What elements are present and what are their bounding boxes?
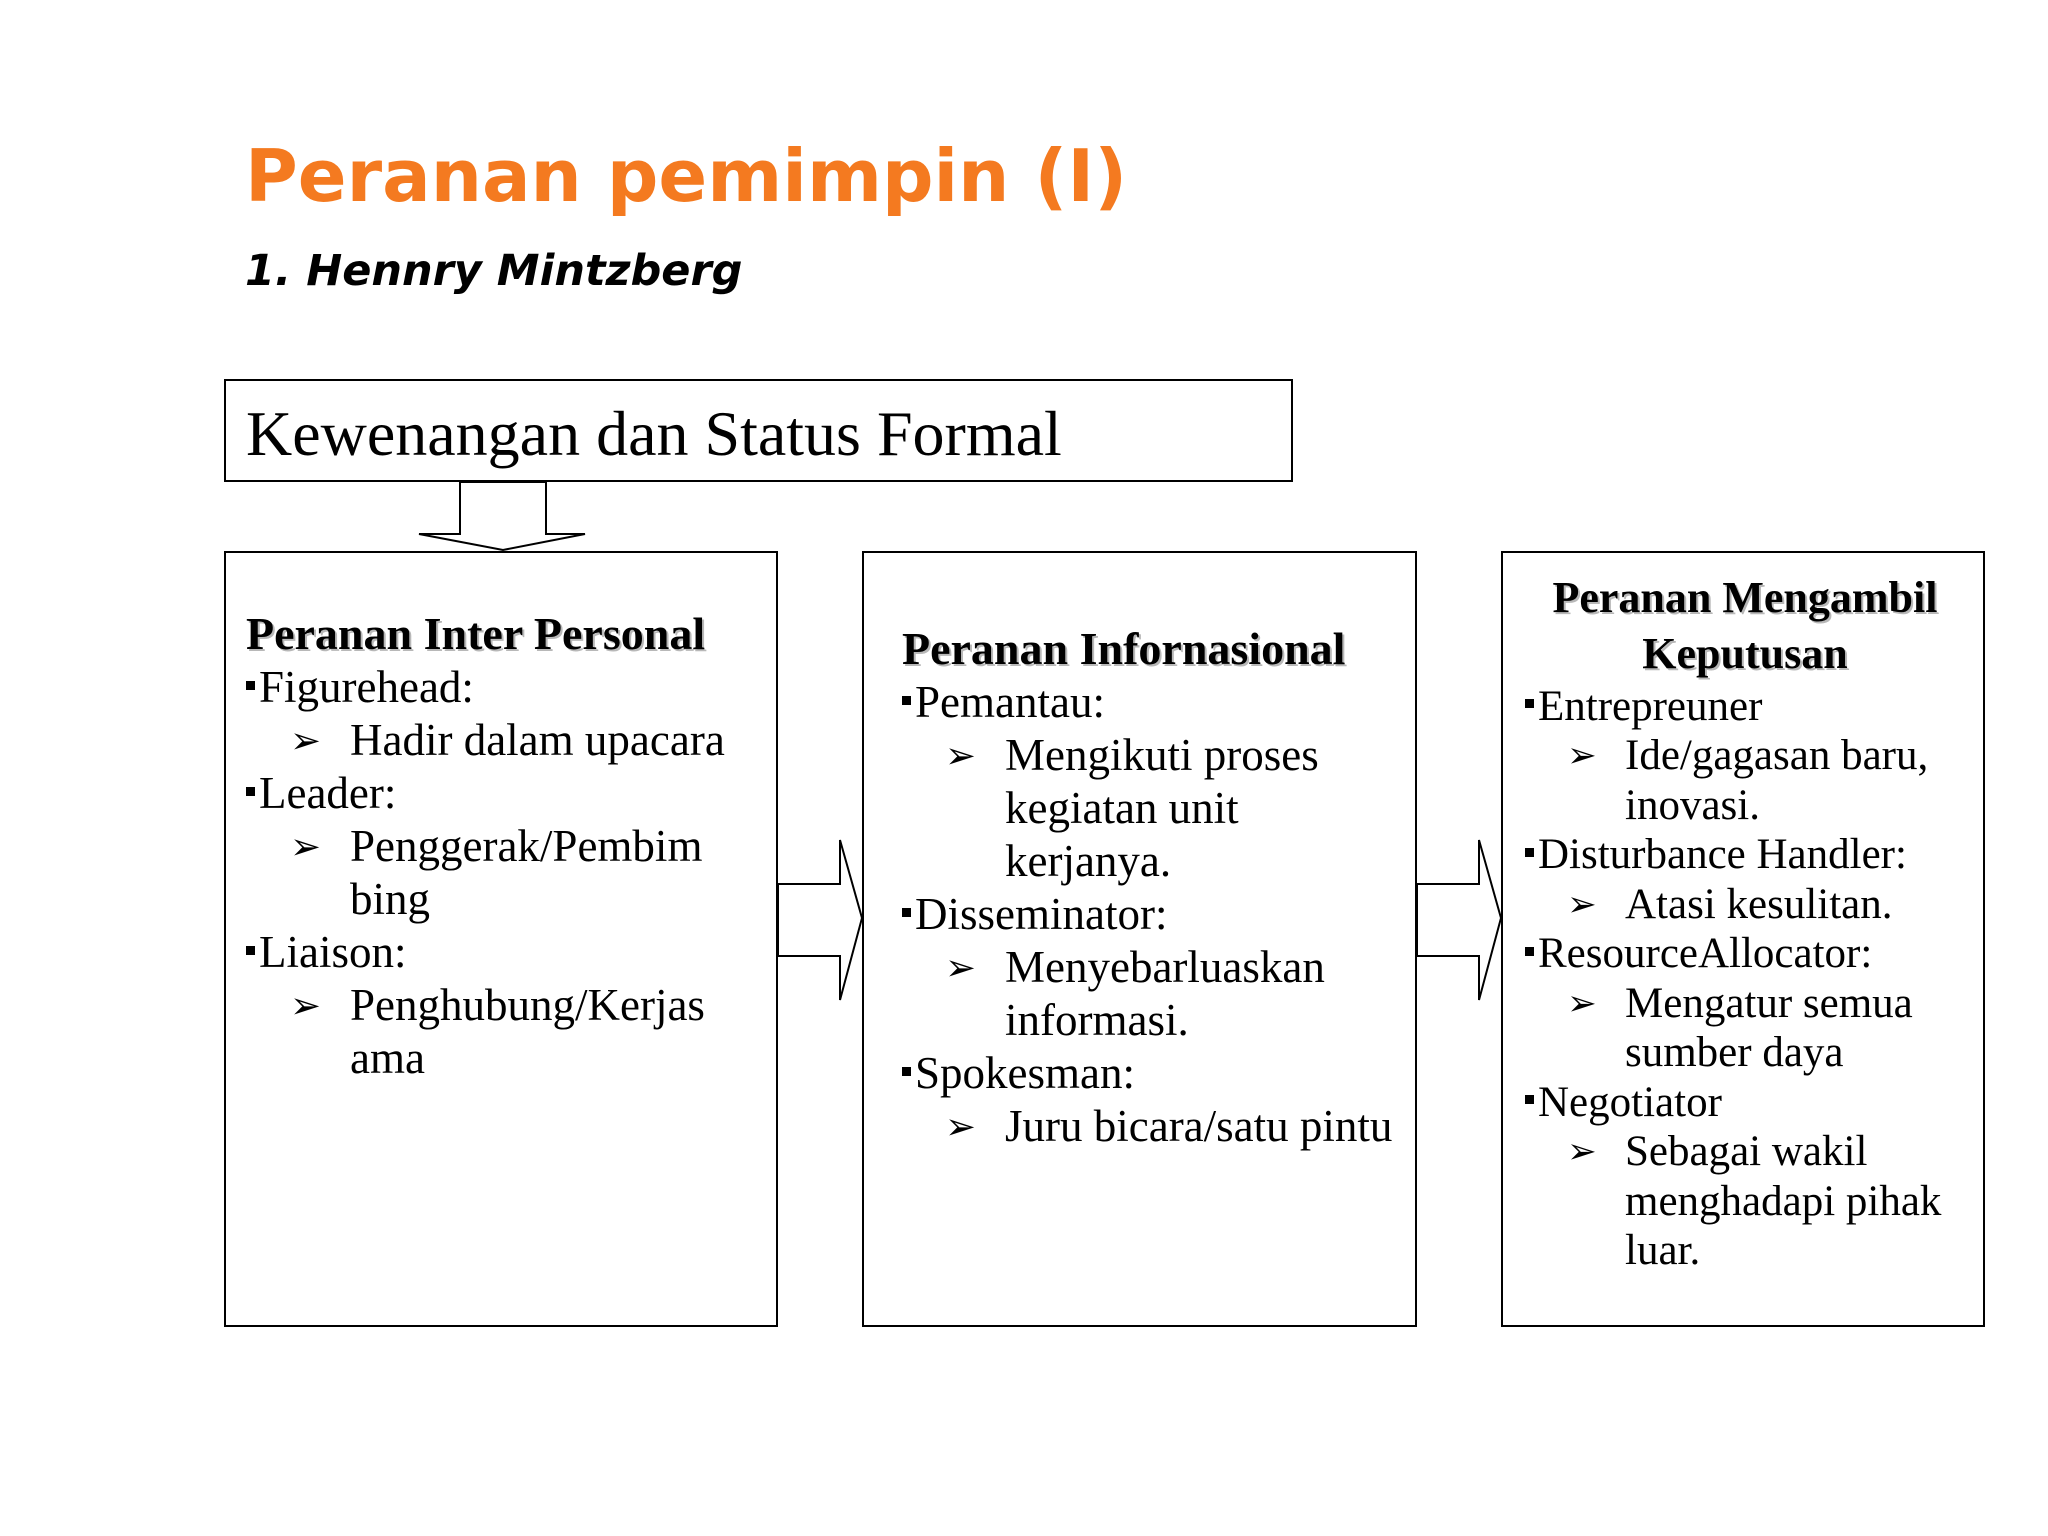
role-item-label: Leader:: [259, 767, 397, 818]
role-item-label: Entrepreuner: [1538, 682, 1763, 730]
square-bullet-icon: [902, 908, 911, 917]
role-item-label: Liaison:: [259, 926, 407, 977]
role-heading: Peranan Mengambil Keputusan: [1552, 573, 1938, 678]
slide-title: Peranan pemimpin (I): [245, 134, 1128, 218]
role-heading: Peranan Infornasional: [902, 623, 1346, 674]
role-item-detail: Menyebarluaskan informasi.: [1005, 941, 1325, 1045]
square-bullet-icon: [1525, 848, 1534, 857]
role-item-detail: Penggerak/Pembim bing: [350, 820, 703, 924]
square-bullet-icon: [902, 696, 911, 705]
square-bullet-icon: [1525, 699, 1534, 708]
role-item-detail: Hadir dalam upacara: [350, 714, 725, 765]
role-item-detail: Penghubung/Kerjas ama: [350, 979, 705, 1083]
role-item-detail: Mengatur semua sumber daya: [1625, 979, 1913, 1077]
list-item: [246, 767, 776, 926]
list-item: [1525, 929, 1983, 1078]
slide-subtitle: 1. Hennry Mintzberg: [245, 246, 743, 296]
role-item-label: Negotiator: [1538, 1078, 1722, 1126]
role-item-detail: Mengikuti proses kegiatan unit kerjanya.: [1005, 729, 1319, 886]
arrowhead-bullet-icon: ➢: [290, 825, 321, 867]
arrowhead-bullet-icon: ➢: [290, 719, 321, 761]
list-item: [902, 888, 1415, 1047]
role-list: [226, 661, 776, 1085]
list-item: [1525, 1078, 1983, 1276]
decisional-roles-box: [1501, 551, 1985, 1327]
square-bullet-icon: [1525, 947, 1534, 956]
role-item-label: Figurehead:: [259, 661, 474, 712]
role-item-detail: Sebagai wakil menghadapi pihak luar.: [1625, 1128, 1942, 1275]
role-item-label: Pemantau:: [915, 676, 1105, 727]
right-arrow-icon: [778, 840, 862, 1000]
role-list: [864, 676, 1415, 1153]
list-item: [902, 676, 1415, 888]
square-bullet-icon: [246, 946, 255, 955]
role-item-label: Spokesman:: [915, 1047, 1135, 1098]
arrowhead-bullet-icon: ➢: [1567, 1132, 1597, 1172]
down-arrow-icon: [419, 482, 585, 550]
formal-authority-label: Kewenangan dan Status Formal: [246, 398, 1062, 469]
arrowhead-bullet-icon: ➢: [1567, 983, 1597, 1023]
list-item: [246, 661, 776, 767]
arrowhead-bullet-icon: ➢: [945, 734, 976, 776]
list-item: [902, 1047, 1415, 1153]
role-item-label: ResourceAllocator:: [1538, 930, 1873, 978]
square-bullet-icon: [246, 681, 255, 690]
role-item-detail: Juru bicara/satu pintu: [1005, 1100, 1393, 1151]
informational-roles-box: [862, 551, 1417, 1327]
arrowhead-bullet-icon: ➢: [945, 1105, 976, 1147]
role-heading: Peranan Inter Personal: [246, 608, 706, 659]
role-list: [1503, 682, 1983, 1276]
role-item-detail: Ide/gagasan baru, inovasi.: [1625, 732, 1929, 829]
arrowhead-bullet-icon: ➢: [945, 946, 976, 988]
role-item-label: Disturbance Handler:: [1538, 831, 1907, 879]
list-item: [246, 926, 776, 1085]
list-item: [1525, 682, 1983, 831]
square-bullet-icon: [1525, 1095, 1534, 1104]
list-item: [1525, 830, 1983, 929]
square-bullet-icon: [246, 787, 255, 796]
right-arrow-icon: [1417, 840, 1501, 1000]
square-bullet-icon: [902, 1067, 911, 1076]
role-item-detail: Atasi kesulitan.: [1625, 880, 1893, 928]
interpersonal-roles-box: [224, 551, 778, 1327]
arrowhead-bullet-icon: ➢: [1567, 884, 1597, 924]
role-item-label: Disseminator:: [915, 888, 1168, 939]
arrowhead-bullet-icon: ➢: [1567, 736, 1597, 776]
arrowhead-bullet-icon: ➢: [290, 984, 321, 1026]
